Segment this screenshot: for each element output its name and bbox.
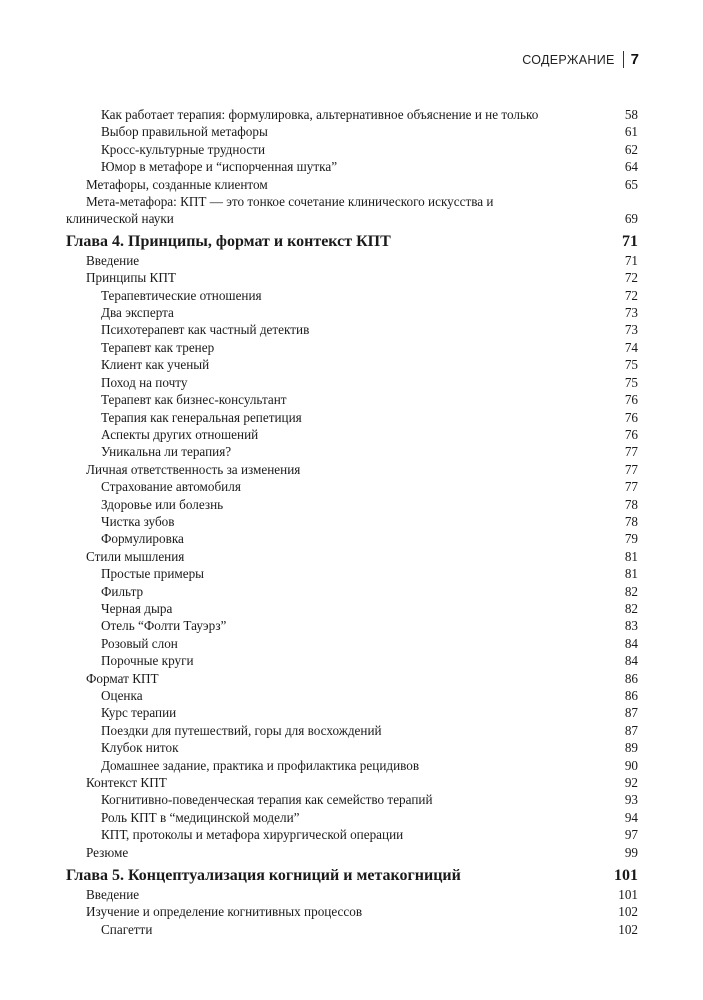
toc-entry[interactable] [66, 826, 638, 843]
toc-entry-page: 93 [624, 792, 638, 808]
toc-entry-page: 87 [624, 705, 638, 721]
toc-entry-page: 61 [624, 124, 638, 140]
toc-entry[interactable] [66, 193, 638, 228]
toc-entry[interactable] [66, 617, 638, 634]
toc-entry-title: Простые примеры [101, 566, 205, 582]
toc-entry-page: 83 [624, 618, 638, 634]
toc-entry-page: 75 [624, 374, 638, 390]
toc-entry-title: Домашнее задание, практика и профилактика рецидивов [101, 757, 420, 773]
toc-entry-title: Клиент как ученый [101, 357, 210, 373]
toc-entry-title: Черная дыра [101, 600, 173, 616]
toc-entry-page: 81 [624, 566, 638, 582]
toc-entry-page: 74 [624, 339, 638, 355]
toc-entry-title: Страхование автомобиля [101, 479, 241, 495]
toc-entry[interactable] [66, 583, 638, 600]
table-of-contents [66, 106, 638, 938]
toc-entry-title: Чистка зубов [101, 513, 175, 529]
toc-entry[interactable] [66, 757, 638, 774]
toc-entry-page: 72 [624, 270, 638, 286]
toc-entry-title: Два эксперта [101, 305, 174, 321]
toc-entry-page: 77 [624, 461, 638, 477]
toc-entry-page: 65 [624, 176, 638, 192]
toc-entry[interactable] [66, 321, 638, 338]
toc-entry-title: Как работает терапия: формулировка, альтернативное объяснение и не только [101, 107, 539, 122]
toc-entry-page: 101 [618, 887, 638, 903]
toc-entry-title: Кросс-культурные трудности [101, 141, 266, 157]
toc-entry-page: 92 [624, 775, 638, 791]
toc-entry[interactable] [66, 374, 638, 391]
toc-entry-title: Курс терапии [101, 705, 177, 721]
toc-entry[interactable] [66, 704, 638, 721]
toc-entry[interactable] [66, 443, 638, 460]
toc-entry[interactable] [66, 287, 638, 304]
toc-entry[interactable] [66, 844, 638, 861]
chapter-title: Глава 5. Концептуализация когниций и метакогниций [66, 867, 461, 885]
toc-entry[interactable] [66, 722, 638, 739]
toc-entry[interactable] [66, 652, 638, 669]
running-head [522, 51, 639, 68]
toc-entry-title: Психотерапевт как частный детектив [101, 322, 310, 338]
toc-entry-title: Терапевт как бизнес-консультант [101, 392, 287, 408]
toc-entry[interactable] [66, 176, 638, 193]
toc-entry-page: 84 [624, 653, 638, 669]
toc-entry[interactable] [66, 478, 638, 495]
toc-entry[interactable] [66, 635, 638, 652]
toc-entry-page: 99 [624, 844, 638, 860]
toc-entry[interactable] [66, 269, 638, 286]
toc-entry-page: 77 [624, 444, 638, 460]
toc-entry[interactable] [66, 461, 638, 478]
toc-entry[interactable] [66, 774, 638, 791]
toc-entry-page: 82 [624, 600, 638, 616]
toc-entry-title: Мета-метафора: КПТ — это тонкое сочетание клинического искусства и клинической науки [66, 194, 494, 227]
toc-entry-page: 77 [624, 479, 638, 495]
toc-entry[interactable] [66, 886, 638, 903]
toc-entry-page: 102 [618, 921, 638, 937]
toc-entry-page: 62 [624, 141, 638, 157]
toc-entry[interactable] [66, 123, 638, 140]
toc-entry-title: Уникальна ли терапия? [101, 444, 232, 460]
toc-entry[interactable] [66, 791, 638, 808]
chapter-title: Глава 4. Принципы, формат и контекст КПТ [66, 232, 391, 250]
toc-entry-title: Терапевт как тренер [101, 339, 215, 355]
toc-entry[interactable] [66, 252, 638, 269]
toc-entry-page: 79 [624, 531, 638, 547]
toc-entry-title: Метафоры, созданные клиентом [86, 176, 268, 192]
toc-entry-page: 86 [624, 670, 638, 686]
toc-entry[interactable] [66, 496, 638, 513]
toc-entry-page: 94 [624, 809, 638, 825]
toc-entry-page: 71 [624, 252, 638, 268]
toc-entry-page: 87 [624, 722, 638, 738]
toc-entry-title: Поход на почту [101, 374, 188, 390]
toc-entry[interactable] [66, 106, 638, 123]
toc-entry-title: Контекст КПТ [86, 775, 167, 791]
chapter-page: 71 [622, 232, 638, 250]
toc-entry-page: 58 [624, 107, 638, 122]
toc-entry[interactable] [66, 391, 638, 408]
toc-entry-title: Терапевтические отношения [101, 287, 262, 303]
toc-entry-title: Поездки для путешествий, горы для восхождений [101, 722, 382, 738]
toc-entry-title: Отель “Фолти Тауэрз” [101, 618, 227, 634]
toc-entry-page: 102 [618, 904, 638, 920]
toc-entry-page: 76 [624, 409, 638, 425]
toc-entry-title: Выбор правильной метафоры [101, 124, 268, 140]
chapter-heading[interactable] [66, 866, 638, 886]
toc-entry[interactable] [66, 687, 638, 704]
toc-entry-page: 72 [624, 287, 638, 303]
running-head-title: СОДЕРЖАНИЕ [522, 52, 615, 67]
toc-entry-title: Принципы КПТ [86, 270, 176, 286]
toc-entry-page: 81 [624, 548, 638, 564]
toc-entry-page: 69 [624, 211, 638, 227]
toc-entry-title: Розовый слон [101, 635, 178, 651]
toc-entry-page: 76 [624, 392, 638, 408]
toc-entry-page: 90 [624, 757, 638, 773]
toc-entry-page: 73 [624, 322, 638, 338]
toc-entry[interactable] [66, 565, 638, 582]
toc-entry[interactable] [66, 530, 638, 547]
toc-entry-title: Изучение и определение когнитивных процессов [86, 904, 363, 920]
chapter-page: 101 [614, 867, 638, 885]
toc-entry-title: Порочные круги [101, 653, 194, 669]
running-head-divider [623, 51, 624, 68]
toc-entry[interactable] [66, 548, 638, 565]
toc-entry-page: 82 [624, 583, 638, 599]
toc-entry[interactable] [66, 304, 638, 321]
toc-entry[interactable] [66, 356, 638, 373]
toc-entry-title: Резюме [86, 844, 129, 860]
toc-entry[interactable] [66, 921, 638, 938]
toc-entry-title: Личная ответственность за изменения [86, 461, 301, 477]
toc-entry-title: Фильтр [101, 583, 144, 599]
toc-entry-title: Терапия как генеральная репетиция [101, 409, 302, 425]
page-number: 7 [630, 51, 639, 68]
chapter-heading[interactable] [66, 232, 638, 252]
toc-entry-title: Клубок ниток [101, 740, 179, 756]
toc-entry-page: 78 [624, 513, 638, 529]
toc-entry-page: 73 [624, 305, 638, 321]
toc-entry-title: Спагетти [101, 921, 153, 937]
toc-entry-title: Аспекты других отношений [101, 426, 259, 442]
toc-entry-title: Оценка [101, 688, 143, 703]
toc-entry[interactable] [66, 339, 638, 356]
toc-entry-title: Формулировка [101, 531, 184, 547]
toc-entry[interactable] [66, 809, 638, 826]
toc-entry-title: КПТ, протоколы и метафора хирургической операции [101, 827, 404, 843]
toc-entry-page: 86 [624, 688, 638, 703]
toc-entry[interactable] [66, 739, 638, 756]
toc-entry-title: Роль КПТ в “медицинской модели” [101, 809, 300, 825]
toc-entry[interactable] [66, 513, 638, 530]
toc-entry-title: Введение [86, 252, 140, 268]
toc-entry-page: 78 [624, 496, 638, 512]
toc-entry-title: Формат КПТ [86, 670, 159, 686]
toc-entry[interactable] [66, 600, 638, 617]
toc-entry-title: Введение [86, 887, 140, 903]
toc-entry[interactable] [66, 903, 638, 920]
toc-entry-page: 84 [624, 635, 638, 651]
toc-entry-title: Юмор в метафоре и “испорченная шутка” [101, 159, 338, 175]
toc-entry[interactable] [66, 158, 638, 175]
toc-entry[interactable] [66, 141, 638, 158]
toc-entry-title: Здоровье или болезнь [101, 496, 224, 512]
toc-entry[interactable] [66, 409, 638, 426]
toc-entry-page: 89 [624, 740, 638, 756]
toc-entry[interactable] [66, 670, 638, 687]
toc-entry-page: 64 [624, 159, 638, 175]
toc-entry-page: 76 [624, 426, 638, 442]
toc-entry-title: Когнитивно-поведенческая терапия как семейство терапий [101, 792, 433, 808]
toc-entry-page: 97 [624, 827, 638, 843]
toc-entry-title: Стили мышления [86, 548, 185, 564]
toc-entry[interactable] [66, 426, 638, 443]
toc-entry-page: 75 [624, 357, 638, 373]
